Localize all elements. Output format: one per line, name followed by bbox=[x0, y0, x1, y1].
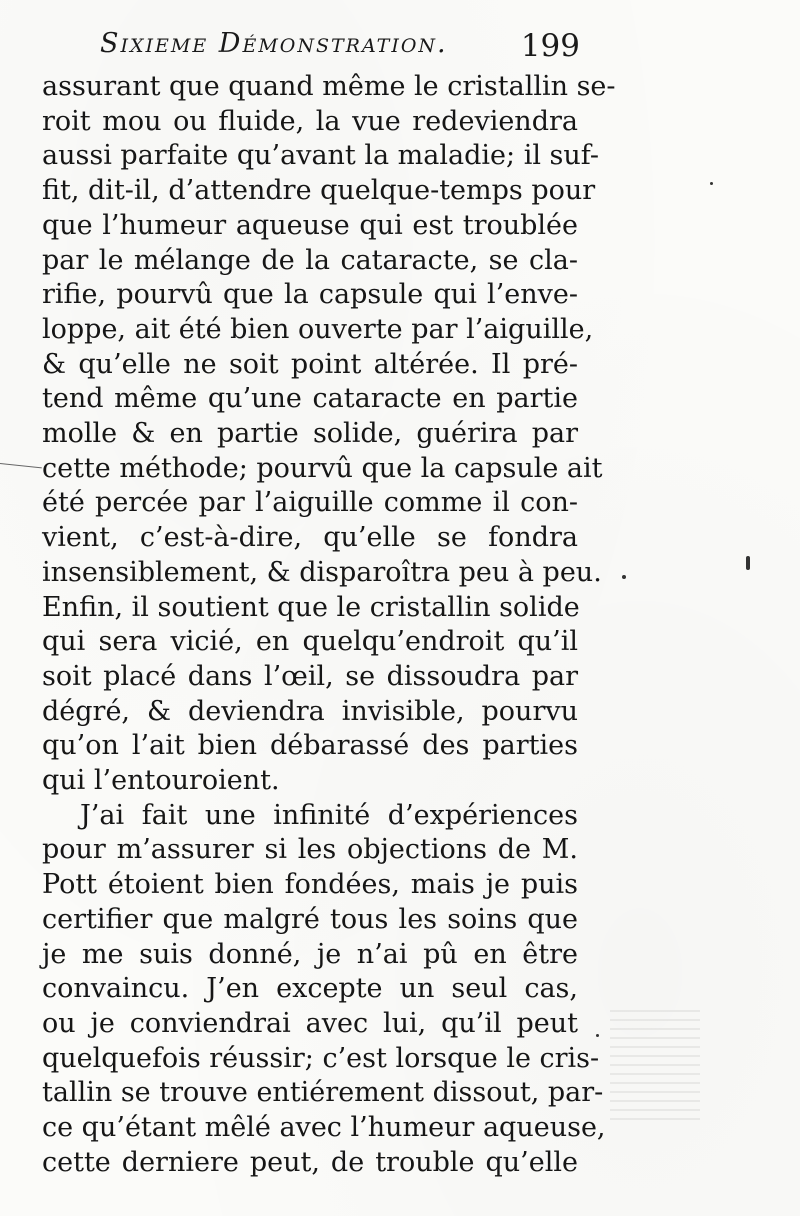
text-line-21: qui l’entouroient. bbox=[42, 765, 280, 797]
text-line-7: rifie, pourvû que la capsule qui l’enve- bbox=[42, 279, 578, 311]
text-line-1: assurant que quand même le cristallin se- bbox=[42, 71, 616, 102]
text-line-24: Pott étoient bien fondées, mais je puis bbox=[42, 869, 578, 901]
page-number: 199 bbox=[520, 28, 580, 64]
running-head: Sixieme Démonstration. bbox=[100, 28, 448, 59]
text-line-12: cette méthode; pourvû que la capsule ait bbox=[42, 452, 603, 484]
text-line-19: dégré, & deviendra invisible, pourvu bbox=[42, 695, 578, 727]
text-line-9: & qu’elle ne soit point altérée. Il pré- bbox=[42, 348, 578, 380]
text-line-32: cette derniere peut, de trouble qu’elle bbox=[42, 1146, 578, 1178]
text-line-29: quelquefois réussir; c’est lorsque le cris- bbox=[42, 1042, 600, 1074]
text-line-2: roit mou ou fluide, la vue redeviendra bbox=[42, 105, 578, 137]
text-line-27: convaincu. J’en excepte un seul cas, bbox=[42, 973, 578, 1005]
margin-mark bbox=[0, 463, 42, 468]
text-line-18: soit placé dans l’œil, se dissoudra par bbox=[42, 660, 578, 692]
text-line-5: que l’humeur aqueuse qui est troublée bbox=[42, 209, 578, 241]
text-line-16: Enfin, il soutient que le cristallin solide bbox=[42, 591, 580, 623]
text-line-26: je me suis donné, je n’ai pû en être bbox=[42, 938, 578, 970]
text-line-28: ou je conviendrai avec lui, qu’il peut bbox=[42, 1007, 578, 1039]
text-line-23: pour m’assurer si les objections de M. bbox=[42, 834, 578, 866]
text-line-13: été percée par l’aiguille comme il con- bbox=[42, 487, 578, 519]
text-line-25: certifier que malgré tous les soins que bbox=[42, 903, 578, 935]
ink-speck bbox=[596, 1034, 599, 1037]
text-line-31: ce qu’étant mêlé avec l’humeur aqueuse, bbox=[42, 1112, 606, 1144]
text-line-4: fit, dit-il, d’attendre quelque-temps pour bbox=[42, 175, 596, 207]
text-line-6: par le mélange de la cataracte, se cla- bbox=[42, 244, 578, 276]
ink-speck bbox=[622, 575, 626, 579]
text-line-8: loppe, ait été bien ouverte par l’aiguille, bbox=[42, 313, 594, 345]
page-header bbox=[100, 28, 580, 72]
text-line-15: insensiblement, & disparoîtra peu à peu. bbox=[42, 556, 602, 588]
body-text bbox=[42, 70, 616, 1181]
ink-speck bbox=[710, 182, 713, 185]
ink-speck bbox=[746, 556, 750, 570]
text-line-17: qui sera vicié, en quelqu’endroit qu’il bbox=[42, 626, 578, 658]
text-line-10: tend même qu’une cataracte en partie bbox=[42, 383, 578, 415]
show-through-bleed bbox=[610, 1010, 700, 1120]
text-line-22: J’ai fait une infinité d’expériences bbox=[80, 799, 578, 831]
text-line-20: qu’on l’ait bien débarassé des parties bbox=[42, 730, 578, 762]
text-line-30: tallin se trouve entiérement dissout, par- bbox=[42, 1077, 604, 1109]
text-line-11: molle & en partie solide, guérira par bbox=[42, 418, 578, 450]
text-line-3: aussi parfaite qu’avant la maladie; il suf- bbox=[42, 140, 599, 172]
text-line-14: vient, c’est-à-dire, qu’elle se fondra bbox=[42, 522, 578, 554]
